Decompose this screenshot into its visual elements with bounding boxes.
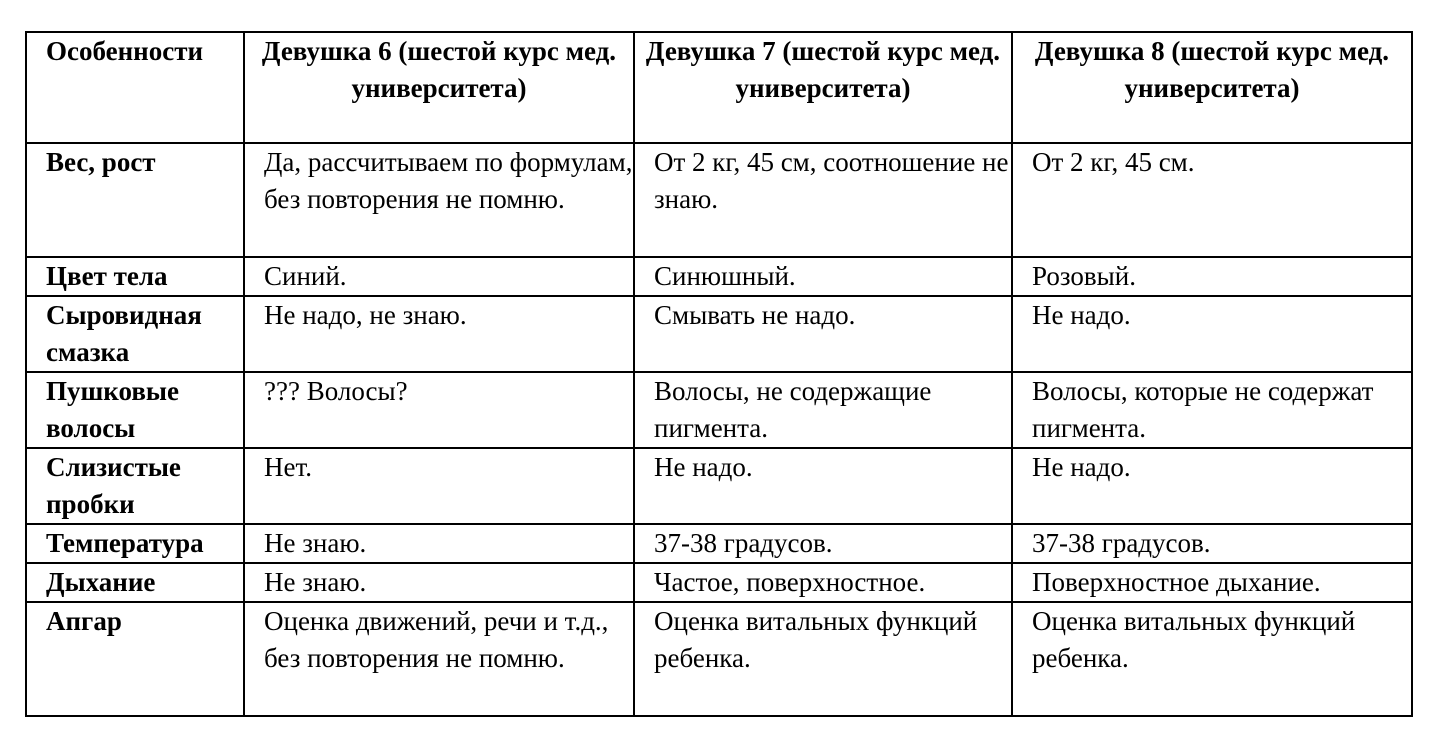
header-features: Особенности [26,32,244,143]
answer-cell-girl-8: Оценка витальных функций ребенка. [1012,602,1412,716]
feature-cell: Дыхание [26,563,244,602]
comparison-table [25,31,1413,717]
answer-cell-girl-7: От 2 кг, 45 см, соотношение не знаю. [634,143,1012,257]
feature-cell: Слизистые пробки [26,448,244,524]
answer-cell-girl-6: Не знаю. [244,563,634,602]
answer-cell-girl-7: 37-38 градусов. [634,524,1012,563]
table-row [26,602,1412,716]
table-row [26,372,1412,448]
answer-cell-girl-6: Синий. [244,257,634,296]
answer-cell-girl-7: Смывать не надо. [634,296,1012,372]
feature-cell: Апгар [26,602,244,716]
header-girl-7: Девушка 7 (шестой курс мед. университета) [634,32,1012,143]
table-row [26,143,1412,257]
answer-cell-girl-6: ??? Волосы? [244,372,634,448]
answer-cell-girl-8: Поверхностное дыхание. [1012,563,1412,602]
feature-cell: Температура [26,524,244,563]
header-girl-8: Девушка 8 (шестой курс мед. университета) [1012,32,1412,143]
answer-cell-girl-8: Розовый. [1012,257,1412,296]
table-row [26,524,1412,563]
answer-cell-girl-6: Не знаю. [244,524,634,563]
table-row [26,257,1412,296]
answer-cell-girl-8: 37-38 градусов. [1012,524,1412,563]
answer-cell-girl-6: Нет. [244,448,634,524]
header-girl-6: Девушка 6 (шестой курс мед. университета) [244,32,634,143]
answer-cell-girl-7: Частое, поверхностное. [634,563,1012,602]
answer-cell-girl-6: Оценка движений, речи и т.д., без повторения не помню. [244,602,634,716]
answer-cell-girl-7: Не надо. [634,448,1012,524]
answer-cell-girl-6: Не надо, не знаю. [244,296,634,372]
answer-cell-girl-8: Не надо. [1012,448,1412,524]
feature-cell: Вес, рост [26,143,244,257]
table-row [26,296,1412,372]
answer-cell-girl-7: Синюшный. [634,257,1012,296]
answer-cell-girl-7: Волосы, не содержащие пигмента. [634,372,1012,448]
answer-cell-girl-8: Не надо. [1012,296,1412,372]
answer-cell-girl-6: Да, рассчитываем по формулам, без повторения не помню. [244,143,634,257]
header-row [26,32,1412,143]
answer-cell-girl-8: От 2 кг, 45 см. [1012,143,1412,257]
feature-cell: Пушковые волосы [26,372,244,448]
feature-cell: Сыровидная смазка [26,296,244,372]
feature-cell: Цвет тела [26,257,244,296]
answer-cell-girl-7: Оценка витальных функций ребенка. [634,602,1012,716]
table-row [26,448,1412,524]
answer-cell-girl-8: Волосы, которые не содержат пигмента. [1012,372,1412,448]
table-row [26,563,1412,602]
